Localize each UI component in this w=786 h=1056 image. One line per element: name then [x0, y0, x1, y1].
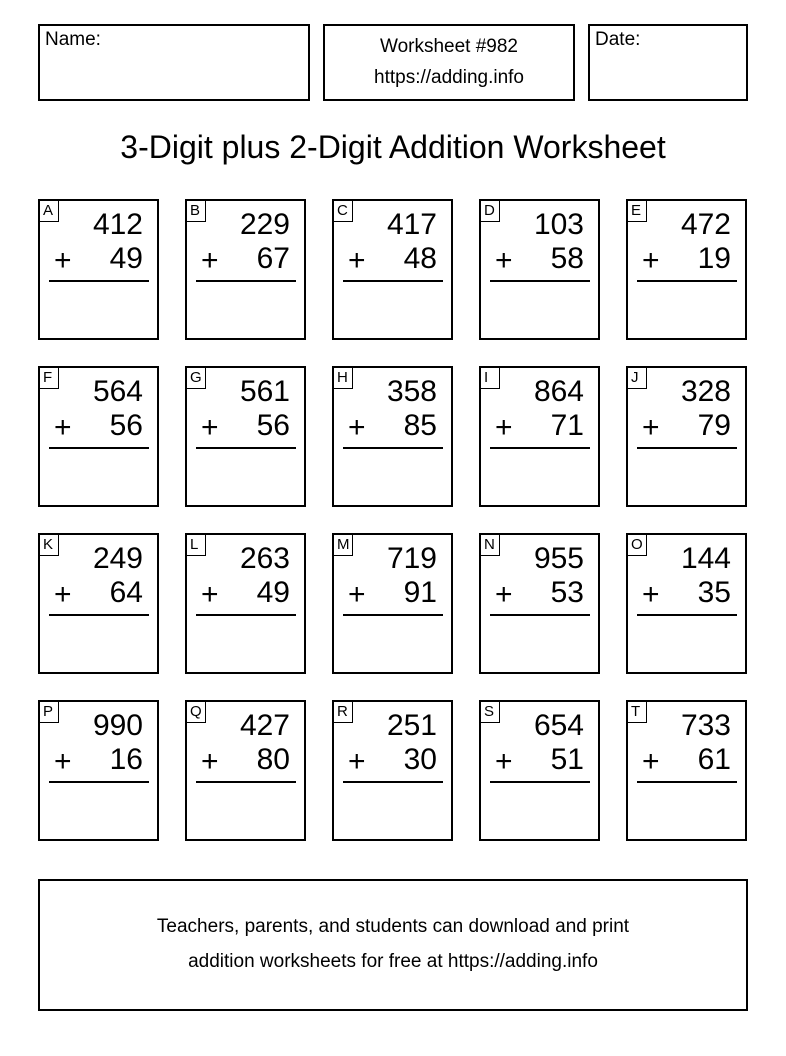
worksheet-number: Worksheet #982 — [379, 36, 518, 57]
date-field-box[interactable] — [588, 24, 748, 101]
problem-f — [38, 366, 159, 507]
problem-letter: T — [628, 702, 647, 723]
plus-sign: + — [495, 745, 513, 778]
answer-line — [490, 280, 590, 282]
worksheet-info-box — [323, 24, 575, 101]
plus-sign: + — [348, 411, 366, 444]
addend-bottom: 56 — [109, 409, 143, 442]
addend-top: 561 — [239, 375, 290, 408]
answer-line — [49, 614, 149, 616]
problem-letter: P — [40, 702, 59, 723]
addend-bottom: 56 — [256, 409, 290, 442]
answer-line — [343, 447, 443, 449]
answer-line — [343, 280, 443, 282]
problem-letter: O — [628, 535, 647, 556]
answer-line — [49, 447, 149, 449]
problem-c — [332, 199, 453, 340]
answer-line — [637, 447, 737, 449]
answer-line — [196, 280, 296, 282]
problem-letter: H — [334, 368, 353, 389]
addend-bottom: 58 — [550, 242, 584, 275]
problem-t — [626, 700, 747, 841]
addend-bottom: 79 — [697, 409, 731, 442]
addend-top: 358 — [386, 375, 437, 408]
addend-top: 864 — [533, 375, 584, 408]
problem-letter: R — [334, 702, 353, 723]
problem-letter: E — [628, 201, 647, 222]
addend-bottom: 19 — [697, 242, 731, 275]
problem-b — [185, 199, 306, 340]
date-label: Date: — [595, 29, 641, 50]
problem-g — [185, 366, 306, 507]
problem-i — [479, 366, 600, 507]
problem-o — [626, 533, 747, 674]
addend-top: 564 — [92, 375, 143, 408]
addend-top: 249 — [92, 542, 143, 575]
plus-sign: + — [495, 411, 513, 444]
name-label: Name: — [45, 29, 101, 50]
addend-bottom: 49 — [109, 242, 143, 275]
answer-line — [637, 614, 737, 616]
addend-top: 719 — [386, 542, 437, 575]
problem-letter: B — [187, 201, 206, 222]
answer-line — [343, 781, 443, 783]
problem-letter: F — [40, 368, 59, 389]
plus-sign: + — [54, 578, 72, 611]
problem-letter: D — [481, 201, 500, 222]
plus-sign: + — [201, 244, 219, 277]
addend-top: 412 — [92, 208, 143, 241]
plus-sign: + — [54, 244, 72, 277]
problem-letter: K — [40, 535, 59, 556]
plus-sign: + — [642, 745, 660, 778]
footer-line-2: addition worksheets for free at https://adding.info — [188, 951, 598, 972]
addend-top: 144 — [680, 542, 731, 575]
addend-top: 263 — [239, 542, 290, 575]
answer-line — [49, 781, 149, 783]
plus-sign: + — [348, 244, 366, 277]
problem-e — [626, 199, 747, 340]
answer-line — [343, 614, 443, 616]
addend-top: 990 — [92, 709, 143, 742]
answer-line — [490, 447, 590, 449]
problem-letter: L — [187, 535, 206, 556]
addend-top: 654 — [533, 709, 584, 742]
problem-letter: I — [481, 368, 500, 389]
addend-bottom: 30 — [403, 743, 437, 776]
problem-letter: J — [628, 368, 647, 389]
addend-top: 427 — [239, 709, 290, 742]
addend-bottom: 16 — [109, 743, 143, 776]
problem-letter: G — [187, 368, 206, 389]
plus-sign: + — [642, 578, 660, 611]
addend-top: 472 — [680, 208, 731, 241]
problem-a — [38, 199, 159, 340]
problem-letter: Q — [187, 702, 206, 723]
plus-sign: + — [348, 578, 366, 611]
plus-sign: + — [642, 244, 660, 277]
addend-bottom: 51 — [550, 743, 584, 776]
problem-d — [479, 199, 600, 340]
answer-line — [490, 614, 590, 616]
plus-sign: + — [54, 411, 72, 444]
addend-bottom: 35 — [697, 576, 731, 609]
plus-sign: + — [201, 411, 219, 444]
plus-sign: + — [495, 244, 513, 277]
problem-q — [185, 700, 306, 841]
worksheet-url: https://adding.info — [374, 67, 524, 88]
addend-top: 328 — [680, 375, 731, 408]
problem-s — [479, 700, 600, 841]
answer-line — [490, 781, 590, 783]
problem-p — [38, 700, 159, 841]
addend-top: 103 — [533, 208, 584, 241]
problem-k — [38, 533, 159, 674]
name-field-box[interactable] — [38, 24, 310, 101]
addend-top: 733 — [680, 709, 731, 742]
addend-bottom: 67 — [256, 242, 290, 275]
problem-n — [479, 533, 600, 674]
footer-box — [38, 879, 748, 1011]
problem-j — [626, 366, 747, 507]
addend-bottom: 85 — [403, 409, 437, 442]
problem-letter: M — [334, 535, 353, 556]
addend-bottom: 48 — [403, 242, 437, 275]
problem-letter: C — [334, 201, 353, 222]
footer-line-1: Teachers, parents, and students can download and print — [156, 916, 630, 937]
addend-bottom: 71 — [550, 409, 584, 442]
addend-top: 955 — [533, 542, 584, 575]
addend-top: 229 — [239, 208, 290, 241]
problem-h — [332, 366, 453, 507]
addend-bottom: 53 — [550, 576, 584, 609]
answer-line — [637, 781, 737, 783]
answer-line — [637, 280, 737, 282]
plus-sign: + — [495, 578, 513, 611]
addend-bottom: 91 — [403, 576, 437, 609]
problem-l — [185, 533, 306, 674]
answer-line — [196, 781, 296, 783]
addend-top: 251 — [386, 709, 437, 742]
answer-line — [49, 280, 149, 282]
plus-sign: + — [348, 745, 366, 778]
addend-bottom: 80 — [256, 743, 290, 776]
plus-sign: + — [201, 745, 219, 778]
addend-bottom: 64 — [109, 576, 143, 609]
problem-letter: N — [481, 535, 500, 556]
plus-sign: + — [201, 578, 219, 611]
problem-letter: A — [40, 201, 59, 222]
answer-line — [196, 447, 296, 449]
addend-bottom: 61 — [697, 743, 731, 776]
addend-bottom: 49 — [256, 576, 290, 609]
page-title: 3-Digit plus 2-Digit Addition Worksheet — [120, 129, 666, 165]
answer-line — [196, 614, 296, 616]
problem-r — [332, 700, 453, 841]
problem-m — [332, 533, 453, 674]
addend-top: 417 — [386, 208, 437, 241]
plus-sign: + — [54, 745, 72, 778]
problem-letter: S — [481, 702, 500, 723]
plus-sign: + — [642, 411, 660, 444]
